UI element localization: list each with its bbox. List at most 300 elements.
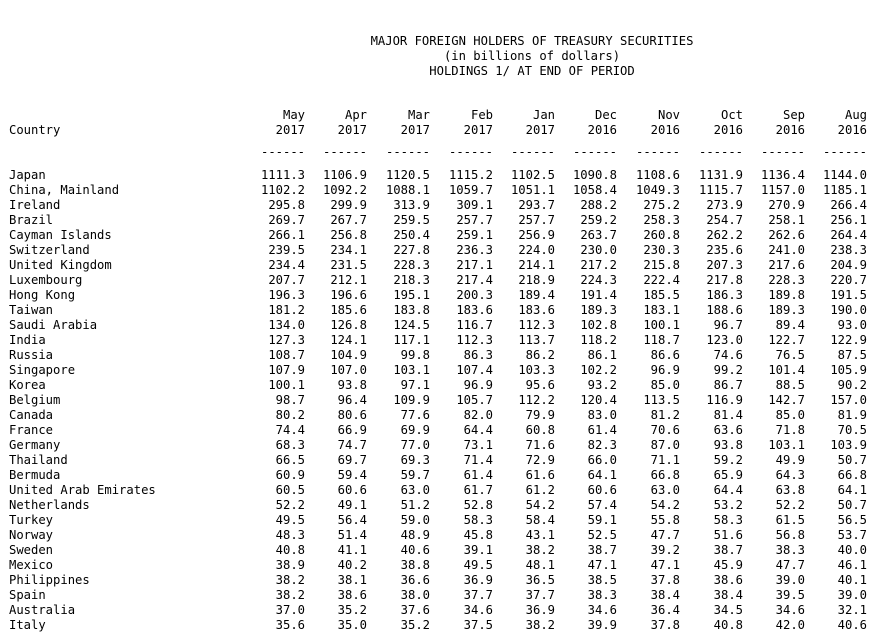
holding-value: 45.8 — [463, 528, 493, 542]
holding-value: 83.0 — [587, 408, 617, 422]
holding-value: 38.5 — [587, 573, 617, 587]
holding-value: 238.3 — [830, 243, 867, 257]
holding-value: 259.1 — [456, 228, 493, 242]
country-name: Singapore — [9, 363, 76, 377]
table-row — [0, 498, 881, 513]
column-separator: ------ — [761, 145, 806, 159]
holding-value: 104.9 — [330, 348, 367, 362]
country-name: Thailand — [9, 453, 68, 467]
holding-value: 107.0 — [330, 363, 367, 377]
country-name: Mexico — [9, 558, 54, 572]
holding-value: 100.1 — [643, 318, 680, 332]
holding-value: 60.8 — [525, 423, 555, 437]
table-row — [0, 363, 881, 378]
holding-value: 37.6 — [400, 603, 430, 617]
holding-value: 52.2 — [275, 498, 305, 512]
holding-value: 118.2 — [580, 333, 617, 347]
holding-value: 185.5 — [643, 288, 680, 302]
holding-value: 37.8 — [650, 618, 680, 632]
holding-value: 103.1 — [768, 438, 805, 452]
table-row — [0, 453, 881, 468]
table-row — [0, 408, 881, 423]
country-name: China, Mainland — [9, 183, 120, 197]
holding-value: 73.1 — [463, 438, 493, 452]
holding-value: 86.1 — [587, 348, 617, 362]
country-name: Australia — [9, 603, 76, 617]
holding-value: 299.9 — [330, 198, 367, 212]
holding-value: 36.5 — [525, 573, 555, 587]
holding-value: 36.9 — [463, 573, 493, 587]
holding-value: 61.7 — [463, 483, 493, 497]
country-name: United Kingdom — [9, 258, 112, 272]
holding-value: 40.6 — [400, 543, 430, 557]
column-header-month: May — [282, 108, 305, 122]
table-row — [0, 303, 881, 318]
holding-value: 39.1 — [463, 543, 493, 557]
column-header-month: Oct — [720, 108, 743, 122]
holding-value: 53.7 — [837, 528, 867, 542]
holding-value: 215.8 — [643, 258, 680, 272]
holding-value: 40.1 — [837, 573, 867, 587]
column-separator: ------ — [386, 145, 431, 159]
table-row — [0, 468, 881, 483]
holding-value: 212.1 — [330, 273, 367, 287]
holding-value: 39.0 — [837, 588, 867, 602]
holding-value: 112.3 — [518, 318, 555, 332]
holding-value: 82.0 — [463, 408, 493, 422]
page-title-line-3: HOLDINGS 1/ AT END OF PERIOD — [429, 64, 635, 78]
table-row — [0, 228, 881, 243]
column-header-feb-2017 — [433, 108, 493, 138]
holding-value: 217.4 — [456, 273, 493, 287]
holding-value: 41.1 — [337, 543, 367, 557]
country-name: Saudi Arabia — [9, 318, 98, 332]
holding-value: 86.3 — [463, 348, 493, 362]
holding-value: 60.9 — [275, 468, 305, 482]
holding-value: 87.5 — [837, 348, 867, 362]
holding-value: 1059.7 — [448, 183, 493, 197]
column-header-month: Sep — [782, 108, 805, 122]
holding-value: 38.2 — [525, 543, 555, 557]
table-row — [0, 438, 881, 453]
holding-value: 234.1 — [330, 243, 367, 257]
holding-value: 64.4 — [713, 483, 743, 497]
holding-value: 89.4 — [775, 318, 805, 332]
column-header-month: Mar — [407, 108, 430, 122]
holding-value: 71.8 — [775, 423, 805, 437]
holding-value: 59.0 — [400, 513, 430, 527]
holding-value: 122.7 — [768, 333, 805, 347]
table-row — [0, 513, 881, 528]
holding-value: 71.6 — [525, 438, 555, 452]
holding-value: 103.1 — [393, 363, 430, 377]
table-row — [0, 423, 881, 438]
holding-value: 1092.2 — [322, 183, 367, 197]
column-separator: ------ — [699, 145, 744, 159]
holding-value: 50.7 — [837, 453, 867, 467]
holding-value: 54.2 — [650, 498, 680, 512]
holding-value: 190.0 — [830, 303, 867, 317]
column-header-month: Dec — [594, 108, 617, 122]
holding-value: 273.9 — [706, 198, 743, 212]
holding-value: 38.6 — [713, 573, 743, 587]
table-row — [0, 168, 881, 183]
column-header-aug-2016 — [807, 108, 867, 138]
holding-value: 38.2 — [525, 618, 555, 632]
holding-value: 52.2 — [775, 498, 805, 512]
holding-value: 61.4 — [463, 468, 493, 482]
column-header-jan-2017 — [495, 108, 555, 138]
holding-value: 1051.1 — [510, 183, 555, 197]
holding-value: 35.0 — [337, 618, 367, 632]
holding-value: 66.5 — [275, 453, 305, 467]
holding-value: 70.5 — [837, 423, 867, 437]
holding-value: 105.7 — [456, 393, 493, 407]
holding-value: 74.4 — [275, 423, 305, 437]
holding-value: 38.4 — [650, 588, 680, 602]
holding-value: 35.6 — [275, 618, 305, 632]
holding-value: 266.1 — [268, 228, 305, 242]
table-row — [0, 558, 881, 573]
holding-value: 142.7 — [768, 393, 805, 407]
holding-value: 254.7 — [706, 213, 743, 227]
holding-value: 275.2 — [643, 198, 680, 212]
holding-value: 38.2 — [275, 588, 305, 602]
holding-value: 58.4 — [525, 513, 555, 527]
holding-value: 65.9 — [713, 468, 743, 482]
holding-value: 39.5 — [775, 588, 805, 602]
holding-value: 99.8 — [400, 348, 430, 362]
holding-value: 189.8 — [768, 288, 805, 302]
holding-value: 288.2 — [580, 198, 617, 212]
table-row — [0, 318, 881, 333]
holding-value: 42.0 — [775, 618, 805, 632]
holding-value: 49.9 — [775, 453, 805, 467]
country-name: Spain — [9, 588, 46, 602]
holding-value: 38.8 — [400, 558, 430, 572]
holding-value: 204.9 — [830, 258, 867, 272]
holding-value: 34.6 — [463, 603, 493, 617]
holding-value: 81.9 — [837, 408, 867, 422]
holding-value: 77.6 — [400, 408, 430, 422]
holding-value: 38.6 — [337, 588, 367, 602]
holding-value: 85.0 — [775, 408, 805, 422]
holding-value: 47.7 — [650, 528, 680, 542]
holding-value: 96.4 — [337, 393, 367, 407]
holding-value: 228.3 — [393, 258, 430, 272]
holding-value: 61.4 — [587, 423, 617, 437]
holding-value: 38.7 — [587, 543, 617, 557]
table-row — [0, 213, 881, 228]
column-header-year: 2017 — [525, 123, 555, 137]
column-header-year: 2016 — [775, 123, 805, 137]
holding-value: 134.0 — [268, 318, 305, 332]
holding-value: 40.0 — [837, 543, 867, 557]
holding-value: 126.8 — [330, 318, 367, 332]
holding-value: 86.7 — [713, 378, 743, 392]
holding-value: 64.1 — [587, 468, 617, 482]
holding-value: 235.6 — [706, 243, 743, 257]
holding-value: 38.4 — [713, 588, 743, 602]
holding-value: 262.6 — [768, 228, 805, 242]
holding-value: 1111.3 — [260, 168, 305, 182]
holding-value: 93.8 — [713, 438, 743, 452]
country-name: Switzerland — [9, 243, 90, 257]
column-header-apr-2017 — [307, 108, 367, 138]
holding-value: 38.7 — [713, 543, 743, 557]
table-row — [0, 588, 881, 603]
holding-value: 256.1 — [830, 213, 867, 227]
holding-value: 58.3 — [713, 513, 743, 527]
holding-value: 107.9 — [268, 363, 305, 377]
holding-value: 96.7 — [713, 318, 743, 332]
holding-value: 241.0 — [768, 243, 805, 257]
holding-value: 217.8 — [706, 273, 743, 287]
holding-value: 266.4 — [830, 198, 867, 212]
country-name: Luxembourg — [9, 273, 83, 287]
holding-value: 195.1 — [393, 288, 430, 302]
column-header-year: 2016 — [837, 123, 867, 137]
holding-value: 51.4 — [337, 528, 367, 542]
holding-value: 68.3 — [275, 438, 305, 452]
holding-value: 1136.4 — [760, 168, 805, 182]
holding-value: 250.4 — [393, 228, 430, 242]
holding-value: 71.1 — [650, 453, 680, 467]
holding-value: 313.9 — [393, 198, 430, 212]
holding-value: 66.8 — [650, 468, 680, 482]
holding-value: 196.3 — [268, 288, 305, 302]
holding-value: 186.3 — [706, 288, 743, 302]
holding-value: 38.3 — [587, 588, 617, 602]
holding-value: 66.0 — [587, 453, 617, 467]
table-row — [0, 543, 881, 558]
column-header-year: 2017 — [275, 123, 305, 137]
table-row — [0, 618, 881, 633]
holding-value: 189.3 — [580, 303, 617, 317]
holding-value: 93.8 — [337, 378, 367, 392]
holding-value: 36.6 — [400, 573, 430, 587]
holding-value: 98.7 — [275, 393, 305, 407]
holding-value: 191.4 — [580, 288, 617, 302]
column-separator: ------ — [823, 145, 868, 159]
holding-value: 191.5 — [830, 288, 867, 302]
holding-value: 43.1 — [525, 528, 555, 542]
holding-value: 61.5 — [775, 513, 805, 527]
holding-value: 49.5 — [275, 513, 305, 527]
holding-value: 53.2 — [713, 498, 743, 512]
holding-value: 60.6 — [337, 483, 367, 497]
holding-value: 38.0 — [400, 588, 430, 602]
holding-value: 64.1 — [837, 483, 867, 497]
holding-value: 218.9 — [518, 273, 555, 287]
holding-value: 56.5 — [837, 513, 867, 527]
holding-value: 1106.9 — [322, 168, 367, 182]
holding-value: 108.7 — [268, 348, 305, 362]
holding-value: 71.4 — [463, 453, 493, 467]
holding-value: 117.1 — [393, 333, 430, 347]
holding-value: 102.8 — [580, 318, 617, 332]
country-name: Cayman Islands — [9, 228, 112, 242]
table-row — [0, 393, 881, 408]
holding-value: 183.1 — [643, 303, 680, 317]
holding-value: 124.1 — [330, 333, 367, 347]
holding-value: 269.7 — [268, 213, 305, 227]
holding-value: 34.5 — [713, 603, 743, 617]
country-name: Italy — [9, 618, 46, 632]
holding-value: 77.0 — [400, 438, 430, 452]
holding-value: 95.6 — [525, 378, 555, 392]
holding-value: 217.1 — [456, 258, 493, 272]
holding-value: 39.9 — [587, 618, 617, 632]
column-header-month: Jan — [532, 108, 555, 122]
holding-value: 47.1 — [650, 558, 680, 572]
holding-value: 224.3 — [580, 273, 617, 287]
country-name: Korea — [9, 378, 46, 392]
holding-value: 40.8 — [275, 543, 305, 557]
country-name: Hong Kong — [9, 288, 76, 302]
holding-value: 74.7 — [337, 438, 367, 452]
holding-value: 59.7 — [400, 468, 430, 482]
column-header-may-2017 — [245, 108, 305, 138]
holding-value: 230.0 — [580, 243, 617, 257]
holding-value: 37.7 — [463, 588, 493, 602]
holding-value: 1131.9 — [698, 168, 743, 182]
holding-value: 79.9 — [525, 408, 555, 422]
column-header-year: 2016 — [713, 123, 743, 137]
holding-value: 1120.5 — [385, 168, 430, 182]
column-header-dec-2016 — [557, 108, 617, 138]
column-header-nov-2016 — [620, 108, 680, 138]
holding-value: 200.3 — [456, 288, 493, 302]
holding-value: 76.5 — [775, 348, 805, 362]
country-name: Japan — [9, 168, 46, 182]
holding-value: 85.0 — [650, 378, 680, 392]
holding-value: 88.5 — [775, 378, 805, 392]
holding-value: 1088.1 — [385, 183, 430, 197]
column-separator: ------ — [449, 145, 494, 159]
holding-value: 231.5 — [330, 258, 367, 272]
holding-value: 1144.0 — [822, 168, 867, 182]
table-row — [0, 333, 881, 348]
column-header-year: 2016 — [650, 123, 680, 137]
country-name: Bermuda — [9, 468, 61, 482]
holding-value: 207.7 — [268, 273, 305, 287]
holding-value: 60.5 — [275, 483, 305, 497]
column-header-year: 2017 — [337, 123, 367, 137]
holding-value: 1102.5 — [510, 168, 555, 182]
holding-value: 103.9 — [830, 438, 867, 452]
holding-value: 259.5 — [393, 213, 430, 227]
country-name: Turkey — [9, 513, 54, 527]
holding-value: 48.9 — [400, 528, 430, 542]
holding-value: 183.6 — [518, 303, 555, 317]
holding-value: 236.3 — [456, 243, 493, 257]
holding-value: 102.2 — [580, 363, 617, 377]
country-name: Russia — [9, 348, 54, 362]
holding-value: 63.6 — [713, 423, 743, 437]
country-name: Belgium — [9, 393, 61, 407]
holding-value: 37.5 — [463, 618, 493, 632]
country-name: Germany — [9, 438, 61, 452]
holding-value: 260.8 — [643, 228, 680, 242]
holding-value: 32.1 — [837, 603, 867, 617]
country-column-header: Country — [9, 123, 61, 137]
holding-value: 47.7 — [775, 558, 805, 572]
table-row — [0, 528, 881, 543]
holding-value: 59.2 — [713, 453, 743, 467]
page-title-line-1: MAJOR FOREIGN HOLDERS OF TREASURY SECURITIES — [370, 34, 694, 48]
holding-value: 127.3 — [268, 333, 305, 347]
holding-value: 45.9 — [713, 558, 743, 572]
holding-value: 1090.8 — [572, 168, 617, 182]
holding-value: 123.0 — [706, 333, 743, 347]
holding-value: 183.6 — [456, 303, 493, 317]
holding-value: 93.0 — [837, 318, 867, 332]
holding-value: 222.4 — [643, 273, 680, 287]
holding-value: 107.4 — [456, 363, 493, 377]
holding-value: 40.2 — [337, 558, 367, 572]
holding-value: 157.0 — [830, 393, 867, 407]
column-header-month: Apr — [344, 108, 367, 122]
holding-value: 50.7 — [837, 498, 867, 512]
holding-value: 51.6 — [713, 528, 743, 542]
table-row — [0, 183, 881, 198]
holding-value: 39.0 — [775, 573, 805, 587]
holding-value: 262.2 — [706, 228, 743, 242]
table-row — [0, 483, 881, 498]
table-row — [0, 273, 881, 288]
holding-value: 112.3 — [456, 333, 493, 347]
holding-value: 217.2 — [580, 258, 617, 272]
holding-value: 38.2 — [275, 573, 305, 587]
holding-value: 60.6 — [587, 483, 617, 497]
holding-value: 118.7 — [643, 333, 680, 347]
holding-value: 103.3 — [518, 363, 555, 377]
holding-value: 49.5 — [463, 558, 493, 572]
holding-value: 46.1 — [837, 558, 867, 572]
column-header-month: Feb — [470, 108, 493, 122]
holding-value: 181.2 — [268, 303, 305, 317]
holding-value: 217.6 — [768, 258, 805, 272]
holding-value: 258.1 — [768, 213, 805, 227]
holding-value: 48.1 — [525, 558, 555, 572]
country-name: India — [9, 333, 46, 347]
holding-value: 264.4 — [830, 228, 867, 242]
holding-value: 256.9 — [518, 228, 555, 242]
holding-value: 56.4 — [337, 513, 367, 527]
holding-value: 1108.6 — [635, 168, 680, 182]
country-name: Taiwan — [9, 303, 54, 317]
holding-value: 234.4 — [268, 258, 305, 272]
holding-value: 36.4 — [650, 603, 680, 617]
holding-value: 38.3 — [775, 543, 805, 557]
country-name: Canada — [9, 408, 54, 422]
country-name: Philippines — [9, 573, 90, 587]
holding-value: 96.9 — [463, 378, 493, 392]
holding-value: 80.6 — [337, 408, 367, 422]
holding-value: 64.4 — [463, 423, 493, 437]
holding-value: 90.2 — [837, 378, 867, 392]
holding-value: 37.8 — [650, 573, 680, 587]
holding-value: 257.7 — [518, 213, 555, 227]
column-header-month: Nov — [657, 108, 680, 122]
holding-value: 218.3 — [393, 273, 430, 287]
page-title-line-2: (in billions of dollars) — [443, 49, 621, 63]
holding-value: 295.8 — [268, 198, 305, 212]
holding-value: 1185.1 — [822, 183, 867, 197]
holding-value: 220.7 — [830, 273, 867, 287]
holding-value: 47.1 — [587, 558, 617, 572]
